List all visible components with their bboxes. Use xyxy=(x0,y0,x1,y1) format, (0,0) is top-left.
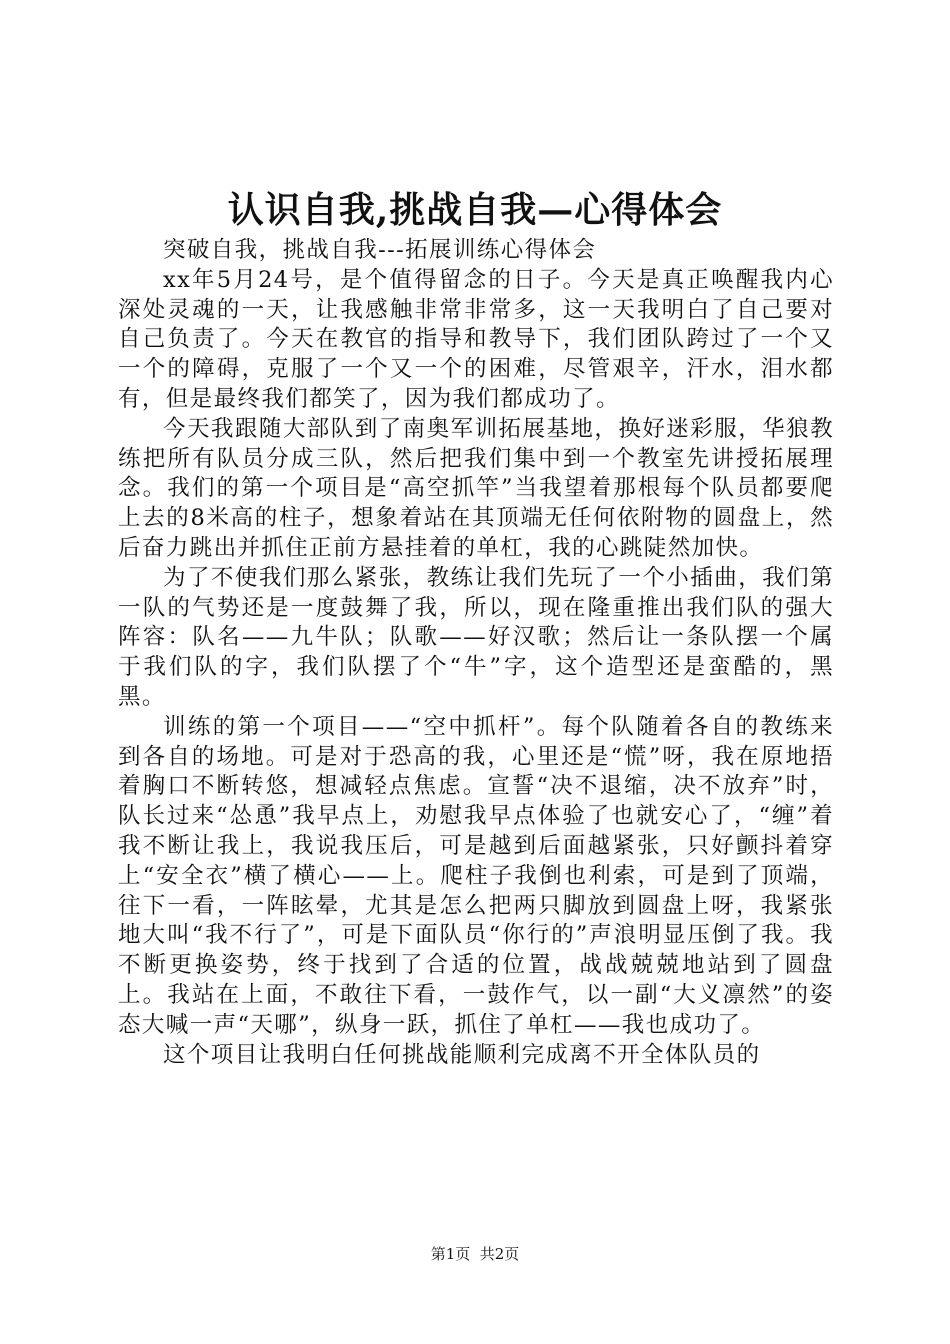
page-footer xyxy=(0,1244,950,1264)
paragraph: 为了不使我们那么紧张，教练让我们先玩了一个小插曲，我们第一队的气势还是一度鼓舞了我，所以，现在隆重推出我们队的强大阵容：队名——九牛队；队歌——好汉歌；然后让一条队摆一个属于我们队的字，我们队摆了个“牛”字，这个造型还是蛮酷的，黑黑。 xyxy=(118,564,834,710)
paragraph: 训练的第一个项目——“空中抓杆”。每个队随着各自的教练来到各自的场地。可是对于恐高的我，心里还是“慌”呀，我在原地捂着胸口不断转悠，想减轻点焦虑。宣誓“决不退缩，决不放弃”时，队长过来“怂恿”我早点上，劝慰我早点体验了也就安心了，“缠”着我不断让我上，我说我压后，可是越到后面越紧张，只好颤抖着穿上“安全衣”横了横心——上。爬柱子我倒也利索，可是到了顶端，往下一看，一阵眩晕，尤其是怎么把两只脚放到圆盘上呀，我紧张地大叫“我不行了”，可是下面队员“你行的”声浪明显压倒了我。我不断更换姿势，终于找到了合适的位置，战战兢兢地站到了圆盘上。我站在上面，不敢往下看，一鼓作气，以一副“大义凛然”的姿态大喊一声“天哪”，纵身一跃，抓住了单杠——我也成功了。 xyxy=(118,713,834,1038)
paragraph: xx年5月24号，是个值得留念的日子。今天是真正唤醒我内心深处灵魂的一天，让我感触非常非常多，这一天我明白了自己要对自己负责了。今天在教官的指导和教导下，我们团队跨过了一个又一个的障碍，克服了一个又一个的困难，尽管艰辛，汗水，泪水都有，但是最终我们都笑了，因为我们都成功了。 xyxy=(118,266,834,412)
document-body xyxy=(118,236,834,1070)
page-number-label: 第1页 共2页 xyxy=(430,1245,520,1263)
paragraph: 今天我跟随大部队到了南奥军训拓展基地，换好迷彩服，华狼教练把所有队员分成三队，然后把我们集中到一个教室先讲授拓展理念。我们的第一个项目是“高空抓竿”当我望着那根每个队员都要爬上去的8米高的柱子，想象着站在其顶端无任何依附物的圆盘上，然后奋力跳出并抓住正前方悬挂着的单杠，我的心跳陡然加快。 xyxy=(118,415,834,561)
document-title: 认识自我,挑战自我—心得体会 xyxy=(227,189,723,231)
paragraph: 这个项目让我明白任何挑战能顺利完成离不开全体队员的 xyxy=(163,1041,761,1068)
paragraph-subtitle: 突破自我，挑战自我---拓展训练心得体会 xyxy=(163,237,597,263)
